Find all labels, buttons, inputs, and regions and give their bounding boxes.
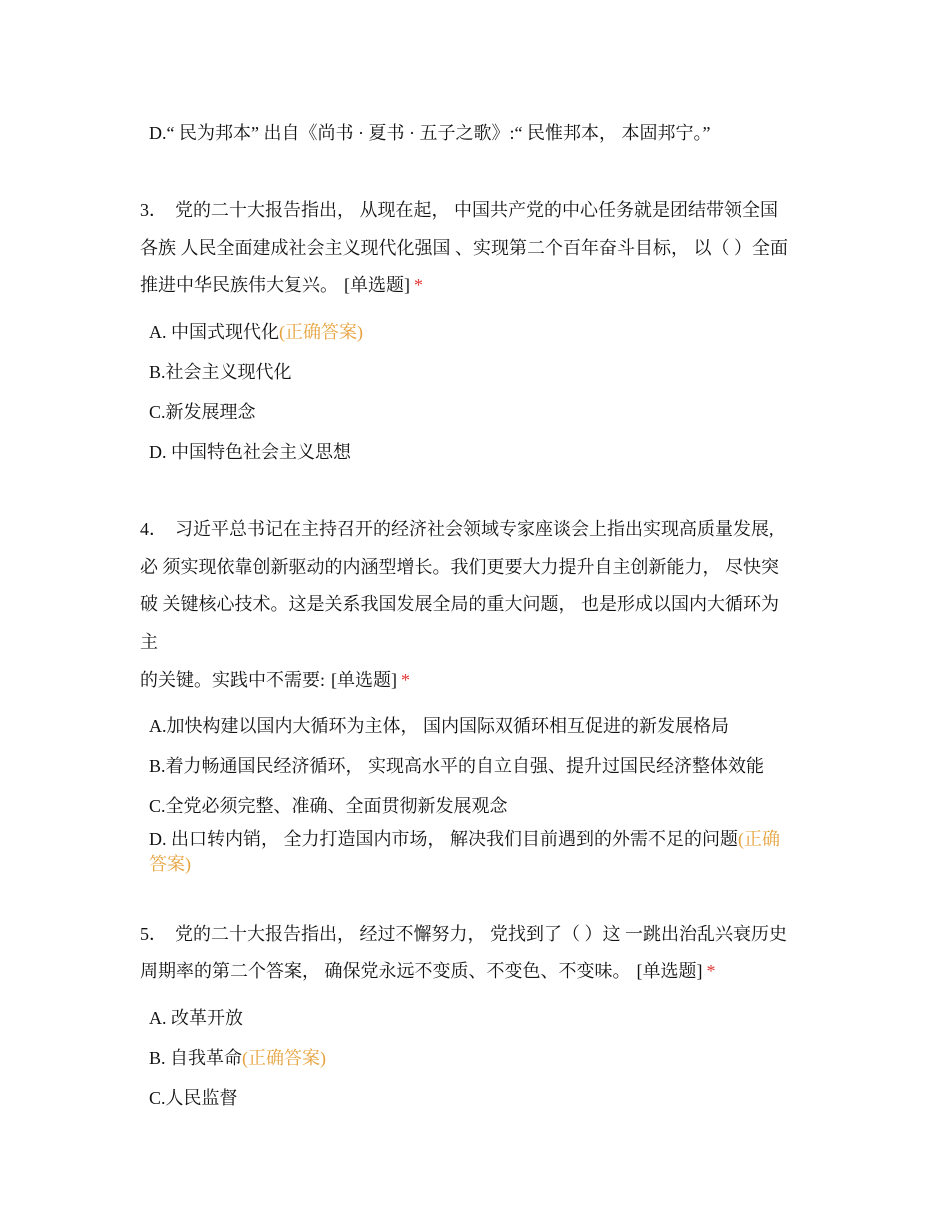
option-a[interactable]: [149, 714, 729, 738]
question-text-line: [140, 198, 778, 222]
question-text-line: [140, 517, 774, 541]
question-text-line: [140, 668, 410, 692]
option-a[interactable]: [149, 1006, 243, 1030]
option-c[interactable]: [149, 794, 508, 818]
question-text-line: [140, 236, 788, 260]
correct-answer-label: (正确答案): [279, 322, 363, 342]
question-text-line: [140, 555, 779, 579]
question-text: 主: [140, 632, 158, 652]
question-text: 周期率的第二个答案， 确保党永远不变质、不变色、不变味。: [140, 961, 631, 981]
required-mark: *: [706, 961, 716, 981]
correct-answer-label: (正确答案): [242, 1048, 327, 1068]
option-text: A.加快构建以国内大循环为主体， 国内国际双循环相互促进的新发展格局: [149, 716, 729, 736]
question-text-line: [140, 922, 787, 946]
question-text-line: [140, 592, 779, 616]
option-text: C.全党必须完整、准确、全面贯彻新发展观念: [149, 796, 508, 816]
option-b[interactable]: [149, 1046, 326, 1070]
question-text-line: [140, 273, 423, 297]
option-c[interactable]: [149, 1086, 238, 1110]
option-text: D. 中国特色社会主义思想: [149, 442, 351, 462]
option-text: D. 出口转内销， 全力打造国内市场， 解决我们目前遇到的外需不足的问题: [149, 829, 738, 849]
question-text-line: [140, 630, 158, 654]
question-number: 5．: [140, 924, 167, 944]
question-text: 各族 人民全面建成社会主义现代化强国 、实现第二个百年奋斗目标， 以（ ）全面: [140, 238, 788, 258]
question-number: 3．: [140, 200, 167, 220]
option-a[interactable]: [149, 320, 363, 344]
question-text: 习近平总书记在主持召开的经济社会领域专家座谈会上指出实现高质量发展,: [175, 519, 774, 539]
option-c[interactable]: [149, 400, 256, 424]
option-text: B.社会主义现代化: [149, 362, 292, 382]
prev-question-option-d: [149, 121, 710, 145]
question-type-tag: [单选题]: [344, 275, 410, 295]
correct-answer-label: (正确: [738, 829, 780, 849]
option-text: A. 改革开放: [149, 1008, 243, 1028]
option-b[interactable]: [149, 360, 292, 384]
option-text: C.新发展理念: [149, 402, 256, 422]
question-type-tag: [单选题]: [331, 670, 397, 690]
option-text: D.“ 民为邦本” 出自《尚书 · 夏书 · 五子之歌》:“ 民惟邦本， 本固邦宁。”: [149, 123, 711, 143]
question-number: 4．: [140, 519, 167, 539]
option-text: A. 中国式现代化: [149, 322, 279, 342]
question-text: 破 关键核心技术。这是关系我国发展全局的重大问题， 也是形成以国内大循环为: [140, 594, 779, 614]
question-text: 党的二十大报告指出， 经过不懈努力， 党找到了（ ）这 一跳出治乱兴衰历史: [175, 924, 787, 944]
required-mark: *: [414, 275, 423, 295]
required-mark: *: [401, 670, 410, 690]
option-text: C.人民监督: [149, 1088, 238, 1108]
option-d[interactable]: [149, 440, 351, 464]
question-text-line: [140, 959, 716, 983]
option-b[interactable]: [149, 754, 764, 778]
option-text: B.着力畅通国民经济循环， 实现高水平的自立自强、提升过国民经济整体效能: [149, 756, 765, 776]
question-text: 的关键。实践中不需要:: [140, 670, 325, 690]
option-d[interactable]: [149, 827, 780, 851]
option-d-continued: [149, 852, 191, 876]
option-text: B. 自我革命: [149, 1048, 243, 1068]
question-text: 推进中华民族伟大复兴。: [140, 275, 338, 295]
correct-answer-label: 答案): [149, 854, 191, 874]
question-type-tag: [单选题]: [636, 961, 703, 981]
question-text: 必 须实现依靠创新驱动的内涵型增长。我们更要大力提升自主创新能力， 尽快突: [140, 557, 779, 577]
question-text: 党的二十大报告指出， 从现在起， 中国共产党的中心任务就是团结带领全国: [175, 200, 778, 220]
